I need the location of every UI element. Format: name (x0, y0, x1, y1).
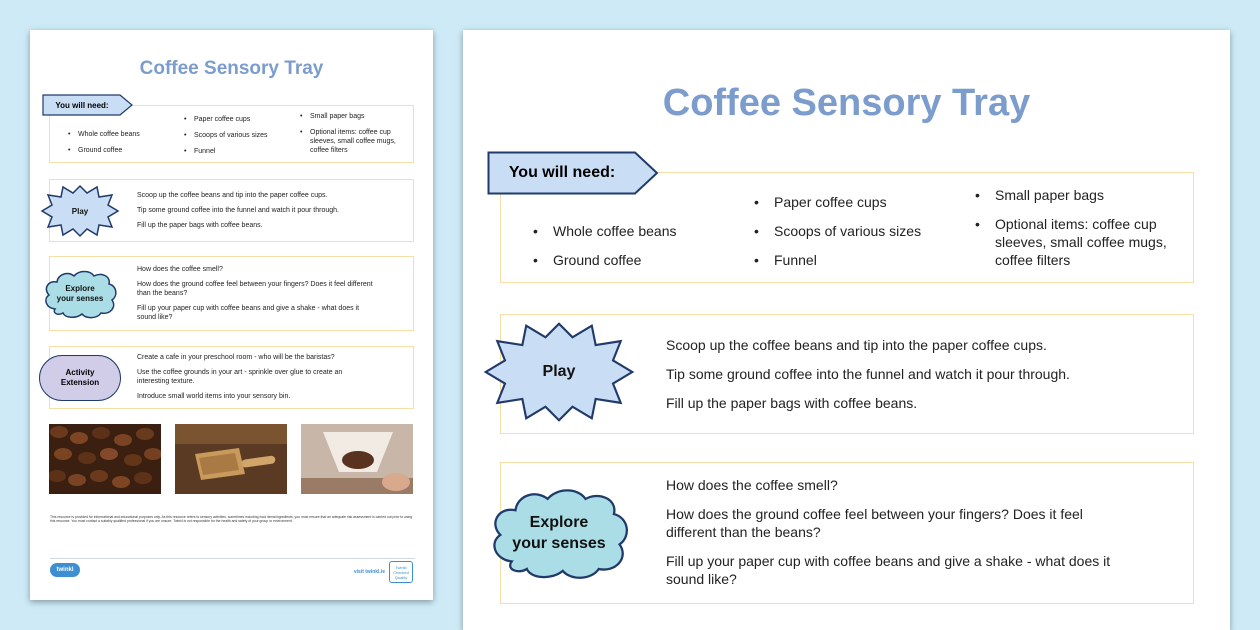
play-burst (40, 183, 120, 239)
explore-line: How does the ground coffee feel between your fingers? Does it feel different than the beans? (666, 506, 1083, 540)
coffee-beans-photo (49, 424, 161, 494)
explore-line: Fill up your paper cup with coffee beans and give a shake - what does it sound like? (137, 305, 360, 321)
need-label: You will need: (55, 100, 109, 110)
explore-line: How does the ground coffee feel between your fingers? Does it feel different than the beans? (137, 281, 373, 297)
need-tag (487, 151, 659, 200)
play-line: Tip some ground coffee into the funnel and watch it pour through. (137, 207, 339, 214)
play-text (666, 336, 1186, 423)
play-line: Fill up the paper bags with coffee beans. (666, 395, 918, 411)
need-list-col3 (973, 186, 1183, 280)
explore-text (137, 265, 377, 328)
preview-page-small (30, 30, 433, 600)
explore-cloud (40, 266, 120, 322)
list-item: • Whole coffee beans (531, 222, 741, 240)
explore-label: Explore your senses (56, 284, 104, 303)
need-tag (42, 94, 134, 121)
list-item: • Small paper bags (973, 186, 1183, 204)
extension-line: Introduce small world items into your sensory bin. (137, 393, 291, 400)
play-label: Play (71, 206, 89, 216)
extension-text (137, 353, 367, 407)
twinkl-logo[interactable]: twinkl (50, 563, 80, 577)
list-item: • Whole coffee beans (68, 130, 178, 139)
list-item: • Paper coffee cups (752, 193, 962, 211)
need-list-col1 (68, 130, 178, 162)
extension-line: Create a cafe in your preschool room - who will be the baristas? (137, 354, 335, 361)
extension-oval: Activity Extension (39, 355, 121, 401)
play-line: Fill up the paper bags with coffee beans. (137, 222, 263, 229)
explore-line: How does the coffee smell? (666, 477, 838, 493)
play-line: Scoop up the coffee beans and tip into the paper coffee cups. (137, 192, 328, 199)
need-list-col3 (300, 112, 408, 162)
need-list-col1 (531, 222, 741, 280)
page-title: Coffee Sensory Tray (662, 82, 1031, 124)
need-label: You will need: (508, 164, 616, 181)
explore-line: Fill up your paper cup with coffee beans and give a shake - what does it sound like? (666, 553, 1111, 587)
explore-line: How does the coffee smell? (137, 266, 223, 273)
need-list-col2 (752, 193, 962, 280)
explore-cloud (483, 480, 635, 586)
footer (50, 558, 415, 585)
list-item: • Ground coffee (531, 251, 741, 269)
disclaimer-text: This resource is provided for informational and educational purposes only. As this resource refers to sensory activities, sometimes including food items/ingredients, you must ensure that an adequate risk assessment is carried out prior to using this resource. You must contact a suitably qualified professional if you are unsure. Twinkl is not responsible for the health and safety of your group or environment. (50, 515, 413, 524)
checked-seal-icon: Twinkl Checked Quality (389, 561, 413, 583)
play-text (137, 191, 407, 236)
list-item: • Funnel (184, 147, 294, 156)
coffee-filter-photo (301, 424, 413, 494)
wooden-scoop-photo (175, 424, 287, 494)
list-item: • Paper coffee cups (184, 115, 294, 124)
preview-page-large (463, 30, 1230, 630)
explore-text (666, 476, 1126, 599)
play-line: Tip some ground coffee into the funnel and watch it pour through. (666, 366, 1070, 382)
list-item: • Scoops of various sizes (752, 222, 962, 240)
play-line: Scoop up the coffee beans and tip into the paper coffee cups. (666, 337, 1047, 353)
list-item: • Scoops of various sizes (184, 131, 294, 140)
need-list-col2 (184, 115, 294, 163)
list-item: • Optional items: coffee cup sleeves, small coffee mugs, coffee filters (973, 215, 1183, 269)
play-label: Play (542, 363, 576, 380)
list-item: • Ground coffee (68, 146, 178, 155)
extension-line: Use the coffee grounds in your art - sprinkle over glue to create an interesting texture. (137, 369, 343, 385)
explore-label: Explore your senses (512, 514, 606, 552)
list-item: • Small paper bags (300, 112, 408, 121)
play-burst (480, 318, 638, 426)
footer-link[interactable]: visit twinkl.ie (353, 569, 385, 575)
list-item: • Funnel (752, 251, 962, 269)
page-title: Coffee Sensory Tray (139, 58, 324, 79)
list-item: • Optional items: coffee cup sleeves, small coffee mugs, coffee filters (300, 128, 408, 155)
